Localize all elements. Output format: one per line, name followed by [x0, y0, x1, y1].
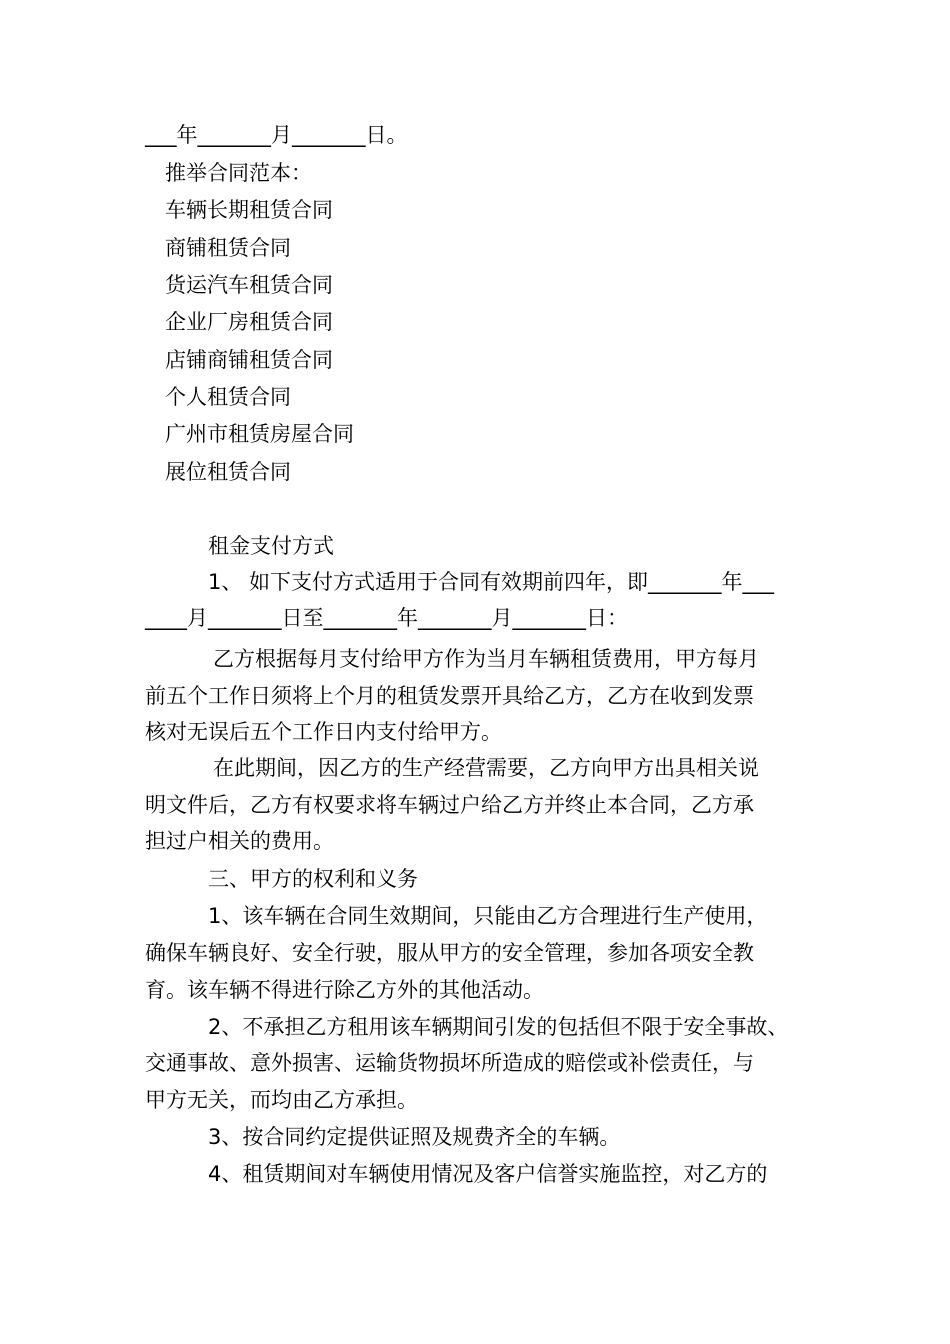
recommend-link-1[interactable]: 车辆长期租赁合同 — [165, 198, 333, 222]
section-3-paragraph-2-line-2: 交通事故、意外损害、运输货物损坏所造成的赔偿或补偿责任，与 — [145, 1051, 754, 1075]
rent-paragraph-3-line-2: 明文件后，乙方有权要求将车辆过户给乙方并终止本合同，乙方承 — [145, 793, 754, 817]
rent-paragraph-1-line-1: 1、 如下支付方式适用于合同有效期前四年，即_______年___ — [208, 570, 775, 594]
recommend-link-8[interactable]: 展位租赁合同 — [165, 460, 291, 484]
recommend-link-2[interactable]: 商铺租赁合同 — [165, 236, 291, 260]
section-rent-title: 租金支付方式 — [208, 534, 334, 558]
recommend-title: 推举合同范本： — [165, 161, 312, 185]
section-3-paragraph-1-line-2: 确保车辆良好、安全行驶，服从甲方的安全管理，参加各项安全教 — [145, 941, 754, 965]
section-3-paragraph-1-line-1: 1、该车辆在合同生效期间，只能由乙方合理进行生产使用， — [208, 904, 768, 928]
rent-paragraph-3-line-3: 担过户相关的费用。 — [145, 829, 334, 853]
rent-paragraph-2-line-3: 核对无误后五个工作日内支付给甲方。 — [145, 720, 502, 744]
rent-paragraph-1-line-2: ____月_______日至_______年_______月_______日： — [145, 606, 628, 630]
section-3-paragraph-4-line-1: 4、租赁期间对车辆使用情况及客户信誉实施监控，对乙方的 — [208, 1162, 768, 1186]
recommend-link-3[interactable]: 货运汽车租赁合同 — [165, 273, 333, 297]
rent-paragraph-2-line-2: 前五个工作日须将上个月的租赁发票开具给乙方，乙方在收到发票 — [145, 684, 754, 708]
rent-paragraph-3-line-1: 在此期间，因乙方的生产经营需要，乙方向甲方出具相关说 — [213, 756, 759, 780]
recommend-link-5[interactable]: 店铺商铺租赁合同 — [165, 348, 333, 372]
date-line: ___年_______月_______日。 — [145, 123, 408, 147]
rent-paragraph-2-line-1: 乙方根据每月支付给甲方作为当月车辆租赁费用，甲方每月 — [213, 647, 759, 671]
recommend-link-7[interactable]: 广州市租赁房屋合同 — [165, 422, 354, 446]
section-3-paragraph-2-line-3: 甲方无关，而均由乙方承担。 — [145, 1088, 418, 1112]
recommend-link-4[interactable]: 企业厂房租赁合同 — [165, 310, 333, 334]
section-3-title: 三、甲方的权利和义务 — [208, 867, 418, 891]
recommend-link-6[interactable]: 个人租赁合同 — [165, 385, 291, 409]
section-3-paragraph-1-line-3: 育。该车辆不得进行除乙方外的其他活动。 — [145, 978, 544, 1002]
section-3-paragraph-2-line-1: 2、不承担乙方租用该车辆期间引发的包括但不限于安全事故、 — [208, 1015, 789, 1039]
section-3-paragraph-3-line-1: 3、按合同约定提供证照及规费齐全的车辆。 — [208, 1125, 621, 1149]
